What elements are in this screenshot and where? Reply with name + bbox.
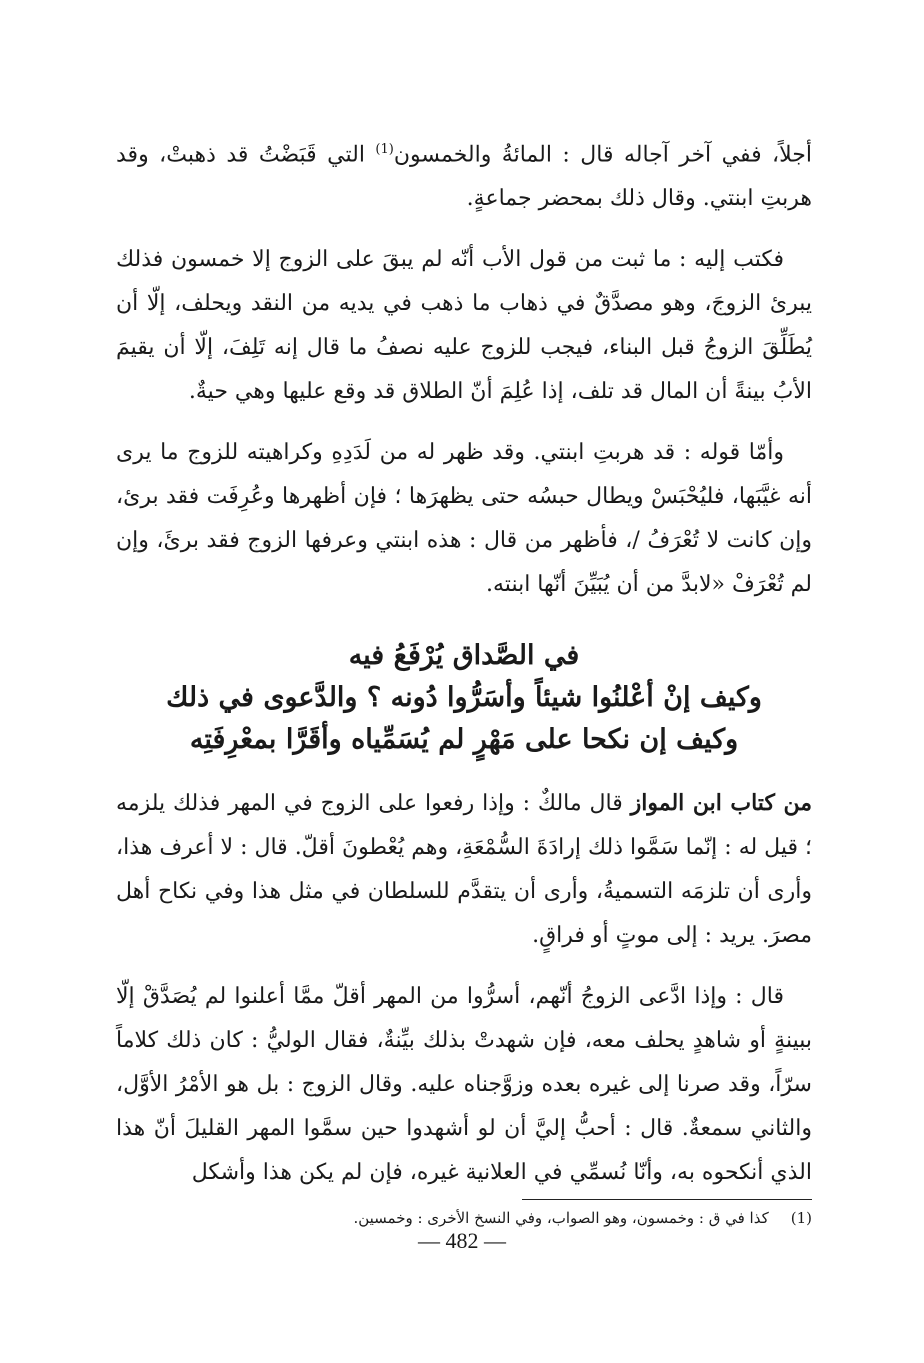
paragraph-4 — [116, 781, 812, 958]
page-number: — 482 — — [418, 1228, 506, 1253]
footnote-ref: (1) — [375, 142, 394, 157]
footnote-divider — [522, 1199, 812, 1200]
footnote-number: (1) — [790, 1209, 812, 1228]
paragraph-5: قال : وإذا ادَّعى الزوجُ أنّهم، أسرُّوا من المهر أقلّ ممَّا أعلنوا لم يُصَدَّقْ إلّا ببينةٍ أو شاهدٍ يحلف معه، فإن شهدتْ بذلك بيِّنةٌ، فقال الوليُّ : كان ذلك كلاماً سرّاً، وقد صرنا إلى غيره بعده وزوَّجناه عليه. وقال الزوج : بل هو الأمْرُ الأوَّل، والثاني سمعةٌ. قال : أحبُّ إليَّ أن لو أشهدوا حين سمَّوا المهر القليلَ أنّ هذا الذي أنكحوه به، وأنّا نُسمِّي في العلانية غيره، فإن لم يكن هذا وأشكل — [116, 984, 812, 1186]
section-heading — [116, 635, 812, 761]
heading-line-1: في الصَّداق يُرْفَعُ فيه — [348, 640, 580, 672]
paragraph-1-text-after: التي قَبَضْتُ قد ذهبتْ، وقد هربتِ ابنتي. وقال ذلك بمحضر جماعةٍ. — [116, 142, 812, 212]
paragraph-1 — [116, 128, 812, 221]
page-body — [116, 128, 812, 1230]
paragraph-1-text: أجلاً، ففي آخر آجاله قال : المائةُ والخمسون — [393, 142, 812, 168]
footnote — [116, 1206, 812, 1230]
paragraph-3: وأمّا قوله : قد هربتِ ابنتي. وقد ظهر له من لَدَدِهِ وكراهيته للزوج ما يرى أنه غيَّبَها، فليُحْبَسْ ويطال حبسُه حتى يظهرَها ؛ فإن أظهرها وعُرِفَت فقد برئ، وإن كانت لا تُعْرَفُ /، فأظهر من قال : هذه ابنتي وعرفها الزوج فقد برئَ، وإن لم تُعْرَفْ «لابدَّ من أن يُبَيِّنَ أنّها ابنته. — [116, 440, 812, 598]
heading-line-3: وكيف إن نكحا على مَهْرٍ لم يُسَمِّياه وأقَرَّا بمعْرِفَتِه — [189, 724, 739, 756]
paragraph-4-text: قال مالكٌ : وإذا رفعوا على الزوج في المهر فذلك يلزمه ؛ قيل له : إنّما سَمَّوا ذلك إرادَةَ السُّمْعَةِ، وهم يُعْطونَ أقلّ. قال : لا أعرف هذا، وأرى أن تلزمَه التسميةُ، وأرى أن يتقدَّم للسلطان في مثل هذا وفي نكاح أهل مصرَ. يريد : إلى موتٍ أو فراقٍ. — [116, 791, 812, 949]
paragraph-2: فكتب إليه : ما ثبت من قول الأب أنّه لم يبقَ على الزوج إلا خمسون فذلك يبرئ الزوجَ، وهو مصدَّقٌ في ذهاب ما ذهب في يديه من النقد ويحلف، إلّا أن يُطَلِّقَ الزوجُ قبل البناء، فيجب للزوج عليه نصفُ ما قال إنه تَلِفَ، إلّا أن يقيمَ الأبُ بينةً أن المال قد تلف، إذا عُلِمَ أنّ الطلاق قد وقع عليها وهي حيةٌ. — [116, 247, 812, 405]
source-citation: من كتاب ابن المواز — [630, 790, 813, 817]
heading-line-2: وكيف إنْ أعْلنُوا شيئاً وأسَرُّوا دُونه ؟ والدَّعوى في ذلك — [166, 682, 762, 714]
footnote-text: كذا في ق : وخمسون، وهو الصواب، وفي النسخ الأخرى : وخمسين. — [353, 1209, 769, 1228]
